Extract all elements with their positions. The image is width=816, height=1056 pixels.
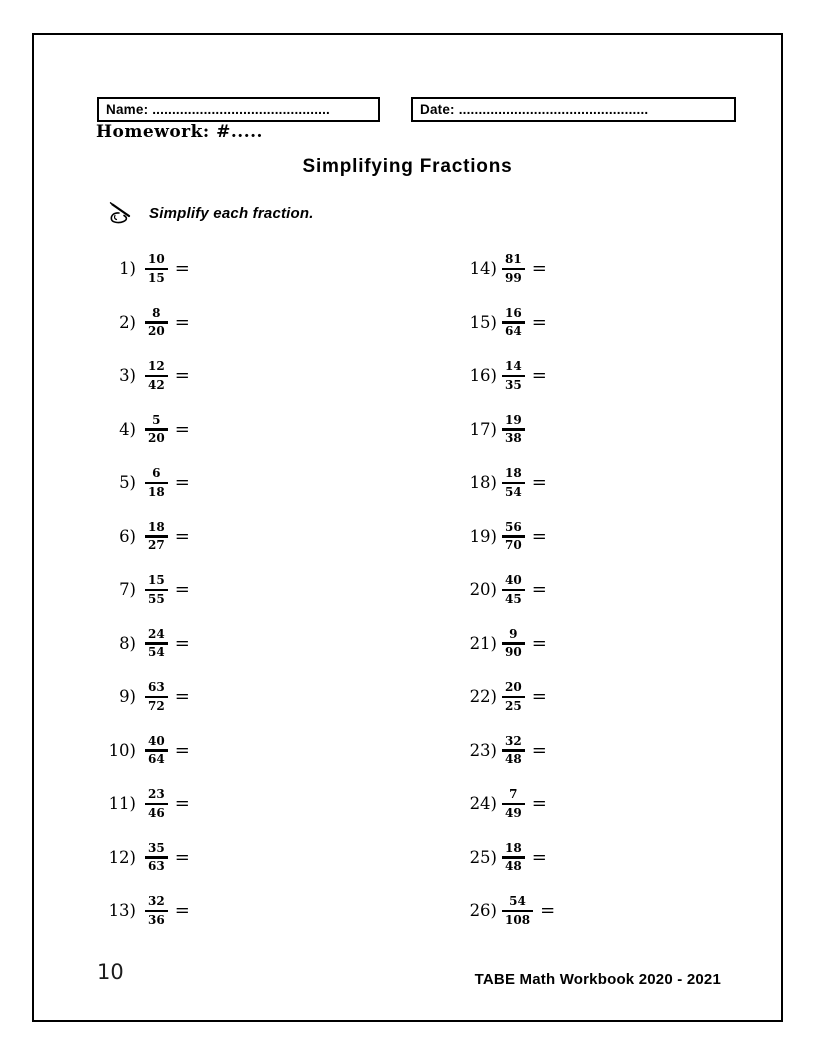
fraction-bar xyxy=(502,803,525,806)
fraction xyxy=(502,842,525,873)
problem-item xyxy=(451,724,555,778)
fraction xyxy=(145,360,168,391)
problem-item xyxy=(96,724,190,778)
fraction-numerator: 63 xyxy=(148,680,165,695)
equals-sign: = xyxy=(174,311,190,333)
equals-sign: = xyxy=(531,472,547,494)
fraction xyxy=(502,895,533,926)
problem-item xyxy=(96,670,190,724)
problem-item xyxy=(96,403,190,457)
problem-number: 24) xyxy=(469,794,497,814)
equals-sign: = xyxy=(174,632,190,654)
fraction-bar xyxy=(502,589,525,592)
problem-item xyxy=(96,617,190,671)
date-label: Date: ................................................ xyxy=(420,102,649,117)
problem-item xyxy=(451,563,555,617)
fraction-numerator: 18 xyxy=(505,466,522,481)
problem-item xyxy=(451,670,555,724)
equals-sign: = xyxy=(531,793,547,815)
fraction-numerator: 23 xyxy=(148,787,165,802)
fraction-denominator: 25 xyxy=(505,698,522,713)
book-title: TABE Math Workbook 2020 - 2021 xyxy=(474,971,721,988)
equals-sign: = xyxy=(540,900,556,922)
problem-item xyxy=(451,884,555,938)
fraction-denominator: 36 xyxy=(148,912,165,927)
problem-item xyxy=(96,777,190,831)
fraction xyxy=(502,628,525,659)
fraction-denominator: 45 xyxy=(505,591,522,606)
fraction-denominator: 48 xyxy=(505,859,522,873)
problem-number: 17) xyxy=(469,419,497,439)
problem-number: 26) xyxy=(469,901,497,921)
writing-hand-icon xyxy=(108,201,138,225)
problem-number: 20) xyxy=(469,580,497,600)
problem-item xyxy=(96,296,190,350)
fraction-denominator: 20 xyxy=(148,324,165,338)
fraction-denominator: 64 xyxy=(148,752,165,766)
fraction-numerator: 5 xyxy=(152,412,161,427)
equals-sign: = xyxy=(531,632,547,654)
problem-item xyxy=(96,831,190,885)
fraction xyxy=(145,788,168,819)
fraction-denominator: 42 xyxy=(148,377,165,392)
fraction-bar xyxy=(145,375,168,378)
problem-item xyxy=(96,510,190,564)
fraction-numerator: 12 xyxy=(148,359,165,374)
fraction xyxy=(502,360,525,391)
instruction-row xyxy=(108,201,314,225)
problem-number: 9) xyxy=(119,687,136,707)
fraction-denominator: 18 xyxy=(148,484,165,499)
fraction-numerator: 15 xyxy=(148,573,165,588)
fraction xyxy=(502,253,525,284)
problem-number: 21) xyxy=(469,633,497,653)
fraction xyxy=(145,842,168,873)
fraction-denominator: 99 xyxy=(505,270,522,285)
fraction-denominator: 72 xyxy=(148,698,165,713)
problem-number: 16) xyxy=(469,366,497,386)
problem-number: 15) xyxy=(469,312,497,332)
problem-number: 10) xyxy=(108,740,136,760)
equals-sign: = xyxy=(531,579,547,601)
problem-item xyxy=(96,884,190,938)
fraction xyxy=(145,895,168,926)
problem-item xyxy=(451,456,555,510)
fraction-numerator: 18 xyxy=(148,519,165,534)
fraction-numerator: 35 xyxy=(148,840,165,855)
fraction xyxy=(502,788,525,819)
fraction xyxy=(145,574,168,605)
fraction-bar xyxy=(502,375,525,378)
problem-number: 13) xyxy=(108,901,136,921)
fraction-numerator: 40 xyxy=(505,573,522,588)
fraction xyxy=(145,307,168,338)
problem-item xyxy=(451,617,555,671)
equals-sign: = xyxy=(531,739,547,761)
fraction-numerator: 81 xyxy=(505,252,522,267)
fraction-denominator: 63 xyxy=(148,859,165,873)
fraction-denominator: 49 xyxy=(505,805,522,820)
fraction-numerator: 9 xyxy=(509,626,518,641)
equals-sign: = xyxy=(174,739,190,761)
fraction xyxy=(145,521,168,552)
fraction-numerator: 54 xyxy=(509,894,526,909)
fraction xyxy=(502,681,525,712)
fraction xyxy=(502,467,525,498)
fraction-numerator: 20 xyxy=(505,680,522,695)
fraction-denominator: 35 xyxy=(505,377,522,392)
problem-number: 4) xyxy=(119,419,136,439)
problem-number: 3) xyxy=(119,366,136,386)
fraction-bar xyxy=(145,268,168,271)
fraction xyxy=(502,307,525,338)
equals-sign: = xyxy=(174,793,190,815)
fraction-numerator: 24 xyxy=(148,626,165,641)
fraction-denominator: 20 xyxy=(148,431,165,445)
problem-number: 22) xyxy=(469,687,497,707)
problem-number: 23) xyxy=(469,740,497,760)
fraction-numerator: 7 xyxy=(509,787,518,802)
fraction xyxy=(502,735,525,766)
fraction-denominator: 15 xyxy=(148,270,165,285)
problem-item xyxy=(451,831,555,885)
problem-item xyxy=(451,296,555,350)
fraction-bar xyxy=(145,910,168,913)
equals-sign: = xyxy=(531,846,547,868)
problem-item xyxy=(451,777,555,831)
equals-sign: = xyxy=(174,686,190,708)
name-label: Name: ............................................. xyxy=(106,102,330,117)
fraction xyxy=(502,521,525,552)
fraction-denominator: 46 xyxy=(148,805,165,820)
problem-number: 11) xyxy=(108,794,136,814)
problem-number: 6) xyxy=(119,526,136,546)
equals-sign: = xyxy=(174,900,190,922)
problem-item xyxy=(451,242,555,296)
fraction-denominator: 48 xyxy=(505,752,522,766)
equals-sign: = xyxy=(531,258,547,280)
problem-item xyxy=(96,456,190,510)
equals-sign: = xyxy=(531,686,547,708)
fraction-numerator: 32 xyxy=(148,894,165,909)
problems-column-left xyxy=(96,242,190,938)
fraction-numerator: 16 xyxy=(505,305,522,320)
equals-sign: = xyxy=(174,525,190,547)
fraction-numerator: 40 xyxy=(148,733,165,748)
problem-item xyxy=(451,349,555,403)
equals-sign: = xyxy=(174,579,190,601)
equals-sign: = xyxy=(531,311,547,333)
problem-number: 25) xyxy=(469,847,497,867)
equals-sign: = xyxy=(174,418,190,440)
fraction xyxy=(145,628,168,659)
fraction xyxy=(145,467,168,498)
homework-label: Homework: #..... xyxy=(96,122,263,142)
fraction xyxy=(145,253,168,284)
problem-number: 5) xyxy=(119,473,136,493)
fraction-numerator: 56 xyxy=(505,519,522,534)
problem-item xyxy=(451,510,555,564)
problem-number: 19) xyxy=(469,526,497,546)
fraction-bar xyxy=(145,696,168,699)
fraction-numerator: 19 xyxy=(505,412,522,427)
equals-sign: = xyxy=(531,525,547,547)
equals-sign: = xyxy=(174,258,190,280)
fraction xyxy=(502,574,525,605)
problem-item xyxy=(451,403,555,457)
problem-item xyxy=(96,563,190,617)
worksheet-title: Simplifying Fractions xyxy=(302,156,513,177)
page-number: 10 xyxy=(97,960,124,984)
equals-sign: = xyxy=(174,472,190,494)
fraction-numerator: 18 xyxy=(505,840,522,855)
fraction-denominator: 54 xyxy=(148,645,165,659)
equals-sign: = xyxy=(531,365,547,387)
problems-column-right xyxy=(451,242,555,938)
fraction-numerator: 32 xyxy=(505,733,522,748)
fraction-numerator: 6 xyxy=(152,466,161,481)
problem-number: 1) xyxy=(119,259,136,279)
fraction-denominator: 27 xyxy=(148,538,165,552)
fraction-bar xyxy=(502,268,525,271)
fraction xyxy=(145,735,168,766)
fraction-numerator: 8 xyxy=(152,305,161,320)
fraction-bar xyxy=(145,803,168,806)
problem-number: 7) xyxy=(119,580,136,600)
fraction-bar xyxy=(145,589,168,592)
fraction-denominator: 55 xyxy=(148,591,165,606)
name-field-box xyxy=(97,97,380,122)
date-field-box xyxy=(411,97,736,122)
fraction-bar xyxy=(502,696,525,699)
problem-number: 2) xyxy=(119,312,136,332)
equals-sign: = xyxy=(174,846,190,868)
fraction xyxy=(145,414,168,445)
problem-item xyxy=(96,242,190,296)
page-border xyxy=(32,33,783,1022)
fraction-denominator: 70 xyxy=(505,538,522,552)
problem-number: 8) xyxy=(119,633,136,653)
problem-number: 18) xyxy=(469,473,497,493)
problem-number: 14) xyxy=(469,259,497,279)
fraction-bar xyxy=(145,482,168,485)
problem-item xyxy=(96,349,190,403)
fraction-numerator: 10 xyxy=(148,252,165,267)
fraction xyxy=(502,414,525,445)
instruction-text: Simplify each fraction. xyxy=(149,204,314,222)
fraction-bar xyxy=(502,482,525,485)
fraction-denominator: 54 xyxy=(505,484,522,499)
fraction-numerator: 14 xyxy=(505,359,522,374)
fraction-denominator: 108 xyxy=(505,912,531,927)
equals-sign: = xyxy=(174,365,190,387)
fraction xyxy=(145,681,168,712)
fraction-bar xyxy=(502,910,533,913)
problem-number: 12) xyxy=(108,847,136,867)
fraction-denominator: 90 xyxy=(505,645,522,659)
fraction-denominator: 64 xyxy=(505,324,522,338)
fraction-denominator: 38 xyxy=(505,431,522,445)
